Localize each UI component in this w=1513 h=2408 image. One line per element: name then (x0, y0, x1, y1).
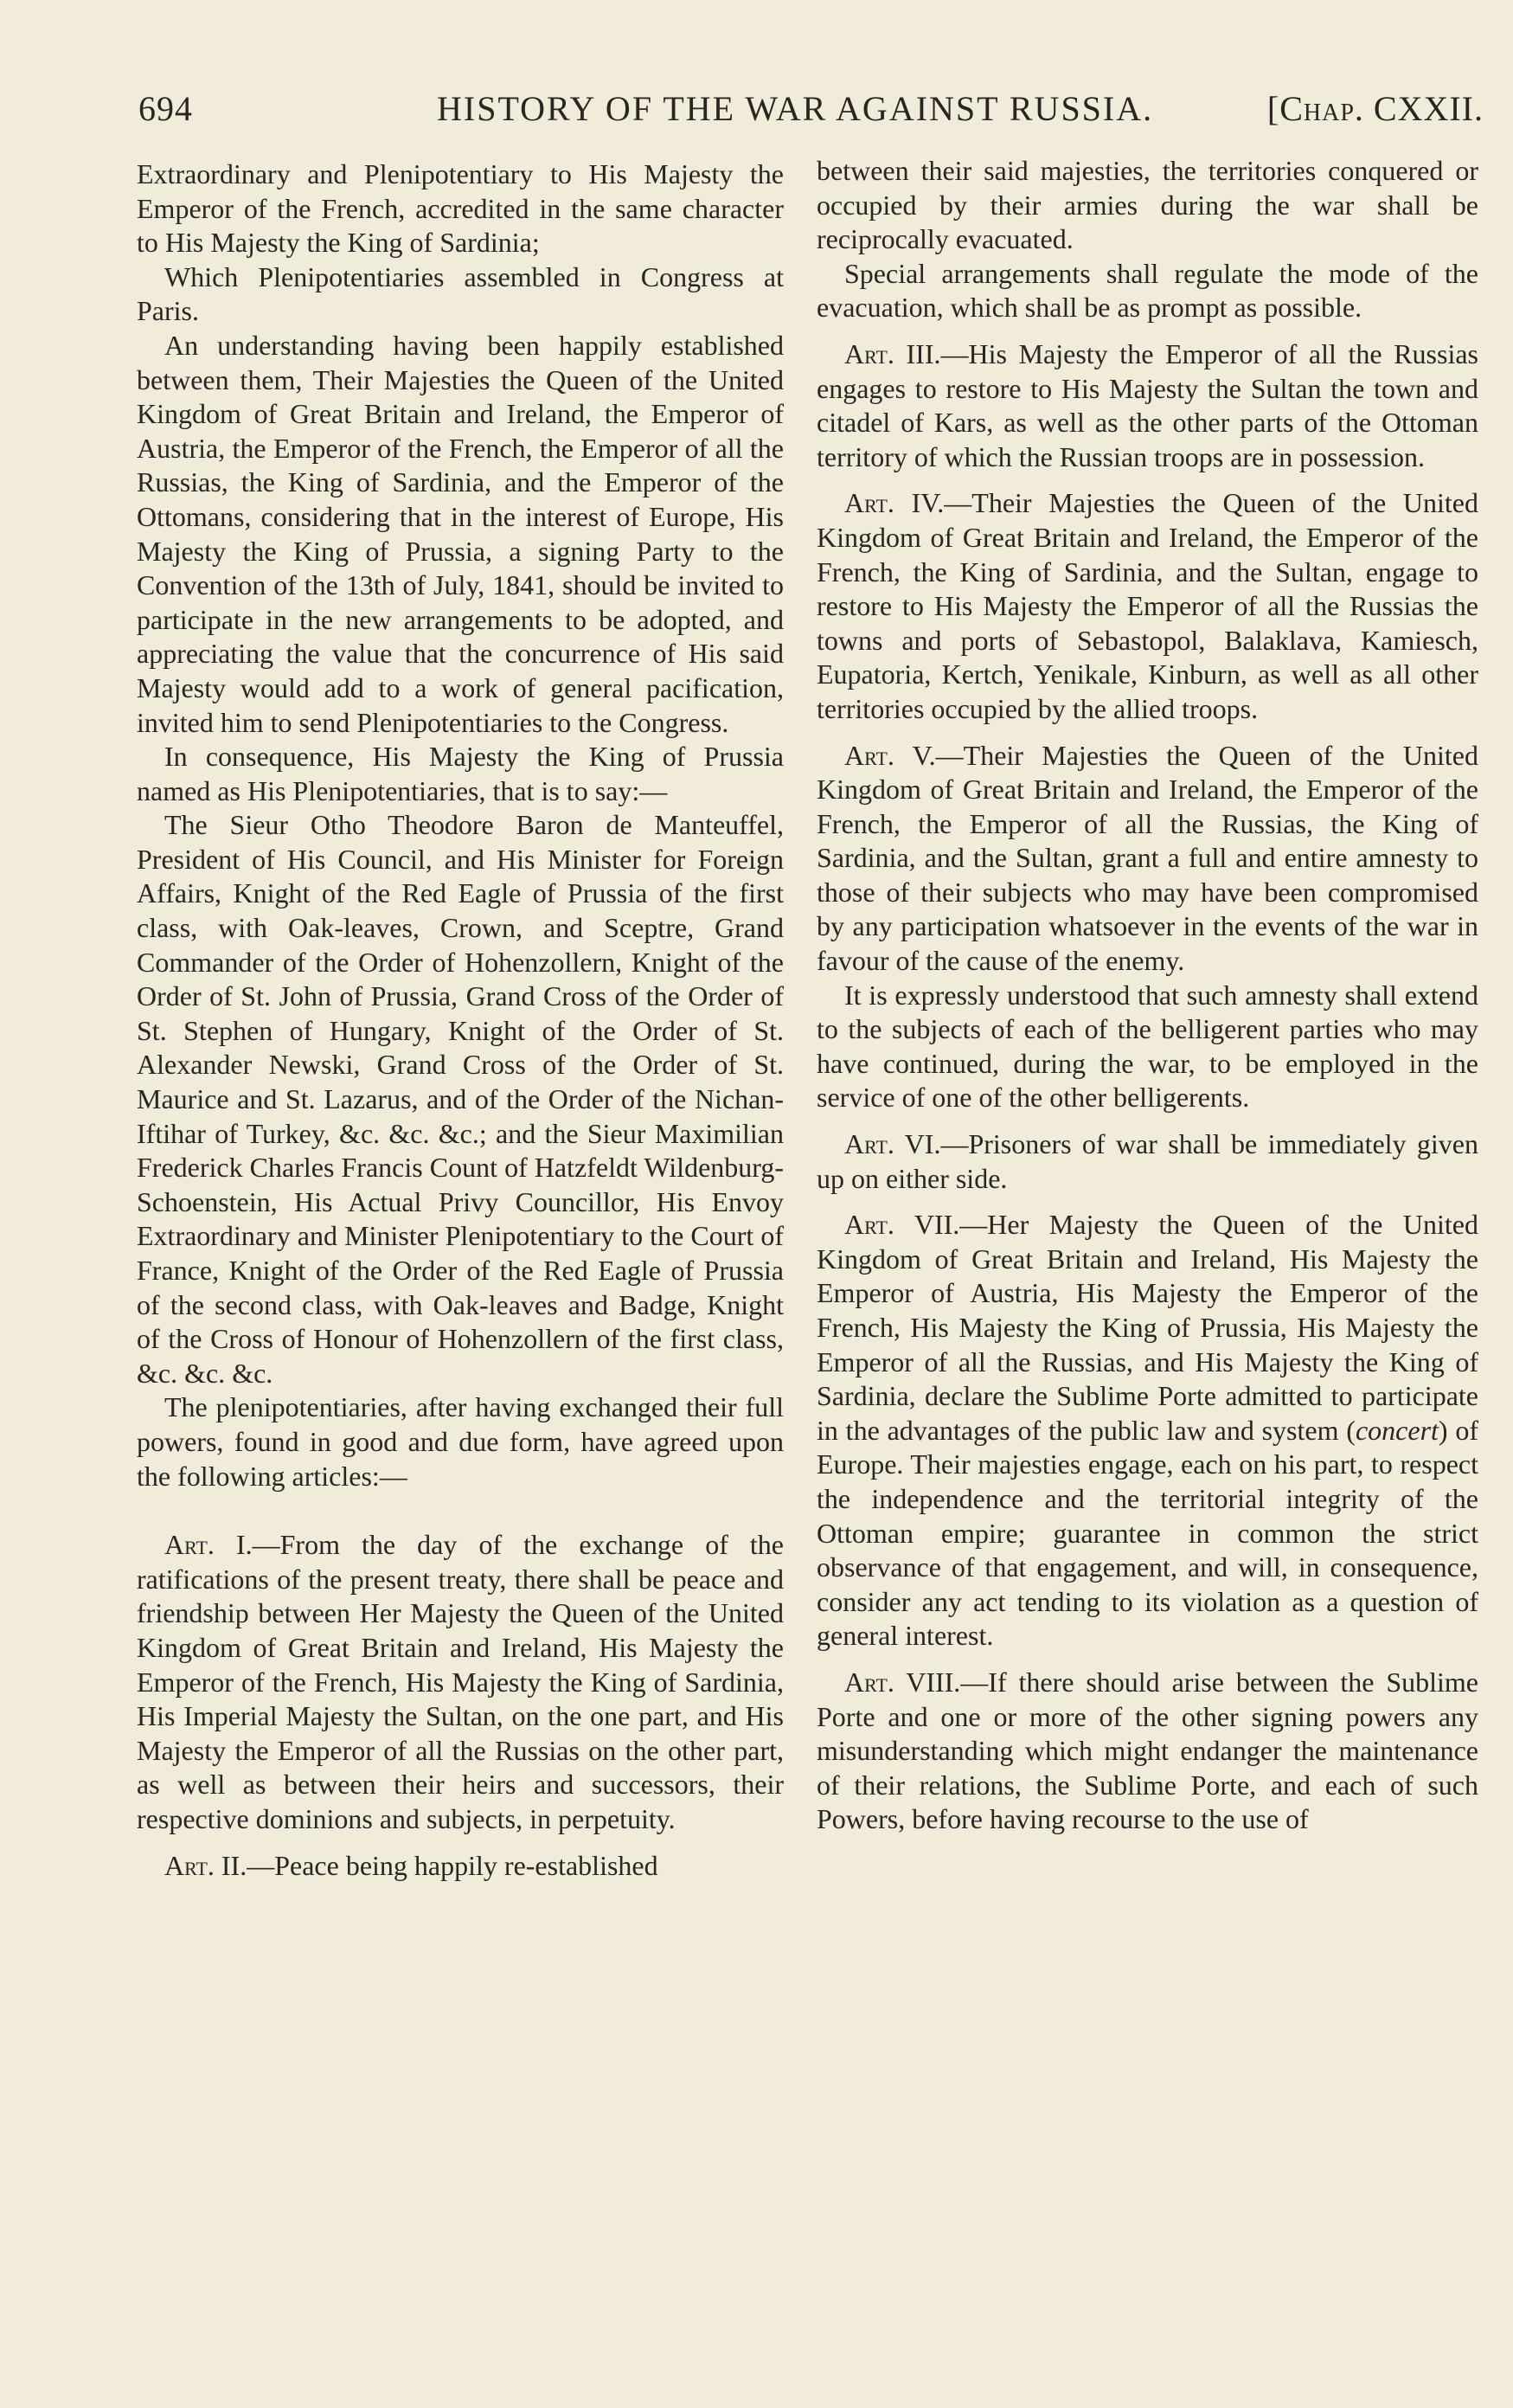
article-text: —From the day of the exchange of the ratifications of the present treaty, there shall be peace and friendship between Her Majesty the Queen of the United Kingdom of Great Britain and Ireland, His Majesty the Emperor of the French, His Majesty the King of Sardinia, His Imperial Majesty the Sultan, on the one part, and His Majesty the Emperor of all the Russias on the other part, as well as between their heirs and successors, their respective dominions and subjects, in perpetuity. (137, 1529, 785, 1834)
article-text: ) of Europe. Their majesties engage, each on his part, to respect the independence and the territorial integrity of the Ottoman empire; guarantee in common the strict observance of that engagement, and will, in consequence, consider any act tending to its violation as a question of general interest. (817, 1414, 1479, 1652)
right-column (817, 154, 1478, 1837)
paragraph: The plenipotentiaries, after having exchanged their full powers, found in good and due form, have agreed upon the following articles:— (137, 1391, 784, 1492)
article-emphasis: concert (1355, 1414, 1439, 1446)
article-6 (817, 1127, 1478, 1196)
page-number: 694 (138, 89, 193, 128)
running-title: HISTORY OF THE WAR AGAINST RUSSIA. (437, 89, 1154, 128)
paragraph: In consequence, His Majesty the King of Prussia named as His Plenipotentiaries, that is to say:— (137, 741, 784, 806)
article-2 (137, 1849, 784, 1884)
article-heading: Art. II. (164, 1849, 247, 1881)
article-heading: Art. VIII. (844, 1666, 961, 1698)
article-1 (137, 1528, 784, 1836)
paragraph: between their said majesties, the territories conquered or occupied by their armies during the war shall be reciprocally evacuated. (817, 155, 1478, 255)
chapter-reference: [Chap. CXXII. (1266, 89, 1484, 128)
article-4 (817, 486, 1478, 726)
article-text: —Her Majesty the Queen of the United Kingdom of Great Britain and Ireland, His Majesty the Emperor of Austria, His Majesty the Emperor of the French, His Majesty the King of Prussia, His Majesty the Emperor of all the Russias, and His Majesty the King of Sardinia, declare the Sublime Porte admitted to participate in the advantages of the public law and system ( (817, 1209, 1478, 1446)
article-text: —Peace being happily re-established (247, 1849, 658, 1881)
paragraph: Special arrangements shall regulate the mode of the evacuation, which shall be as prompt as possible. (817, 257, 1478, 324)
article-heading: Art. I. (164, 1529, 253, 1561)
article-text: —His Majesty the Emperor of all the Russias engages to restore to His Majesty the Sultan the town and citadel of Kars, as well as the other parts of the Ottoman territory of which the Russian troops are in possession. (817, 337, 1478, 472)
article-7 (817, 1208, 1478, 1653)
article-text: —If there should arise between the Sublime Porte and one or more of the other signing powers any misunderstanding which might endanger the maintenance of their relations, the Sublime Porte, and each of such Powers, before having recourse to the use of (817, 1666, 1479, 1835)
article-5 (817, 739, 1478, 979)
article-text: —Their Majesties the Queen of the United Kingdom of Great Britain and Ireland, the Emperor of the French, the King of Sardinia, and the Sultan, engage to restore to His Majesty the Emperor of all the Russias the towns and ports of Sebastopol, Balaklava, Kamiesch, Eupatoria, Kertch, Yenikale, Kinburn, as well as all other territories occupied by the allied troops. (817, 487, 1478, 724)
article-heading: Art. III. (844, 337, 941, 369)
paragraph: An understanding having been happily established between them, Their Majesties the Queen of the United Kingdom of Great Britain and Ireland, the Emperor of Austria, the Emperor of the French, the Emperor of all the Russias, the King of Sardinia, and the Emperor of the Ottomans, considering that in the interest of Europe, His Majesty the King of Prussia, a signing Party to the Convention of the 13th of July, 1841, should be invited to participate in the new arrangements to be adopted, and appreciating the value that the concurrence of His said Majesty would add to a work of general pacification, invited him to send Plenipotentiaries to the Congress. (137, 329, 784, 738)
article-heading: Art. VI. (844, 1128, 941, 1160)
article-3 (817, 337, 1478, 474)
article-8 (817, 1666, 1478, 1837)
article-heading: Art. V. (844, 739, 936, 771)
left-column (137, 157, 784, 1883)
article-heading: Art. VII. (844, 1209, 960, 1241)
paragraph: Which Plenipotentiaries assembled in Congress at Paris. (137, 260, 784, 327)
article-text: —Prisoners of war shall be immediately given up on either side. (817, 1128, 1479, 1194)
article-text: —Their Majesties the Queen of the United Kingdom of Great Britain and Ireland, the Emperor of the French, the Emperor of all the Russias, the King of Sardinia, and the Sultan, grant a full and entire amnesty to those of their subjects who may have been compromised by any participation whatsoever in the events of the war in favour of the cause of the enemy. (817, 739, 1478, 977)
running-header (138, 80, 1484, 132)
paragraph: It is expressly understood that such amnesty shall extend to the subjects of each of the belligerent parties who may have continued, during the war, to be employed in the service of one of the other belligerents. (817, 979, 1478, 1114)
paragraph: Extraordinary and Plenipotentiary to His Majesty the Emperor of the French, accredited in the same character to His Majesty the King of Sardinia; (137, 158, 784, 259)
article-heading: Art. IV. (844, 487, 945, 519)
paragraph: The Sieur Otho Theodore Baron de Manteuffel, President of His Council, and His Minister for Foreign Affairs, Knight of the Red Eagle of Prussia of the first class, with Oak-leaves, Crown, and Sceptre, Grand Commander of the Order of Hohenzollern, Knight of the Order of St. John of Prussia, Grand Cross of the Order of St. Stephen of Hungary, Knight of the Order of St. Alexander Newski, Grand Cross of the Order of St. Maurice and St. Lazarus, and of the Order of the Nichan-Iftihar of Turkey, &c. &c. &c.; and the Sieur Maximilian Frederick Charles Francis Count of Hatzfeldt Wildenburg-Schoenstein, His Actual Privy Councillor, His Envoy Extraordinary and Minister Plenipotentiary to the Court of France, Knight of the Order of the Red Eagle of Prussia of the second class, with Oak-leaves and Badge, Knight of the Cross of Honour of Hohenzollern of the first class, &c. &c. &c. (137, 809, 784, 1389)
